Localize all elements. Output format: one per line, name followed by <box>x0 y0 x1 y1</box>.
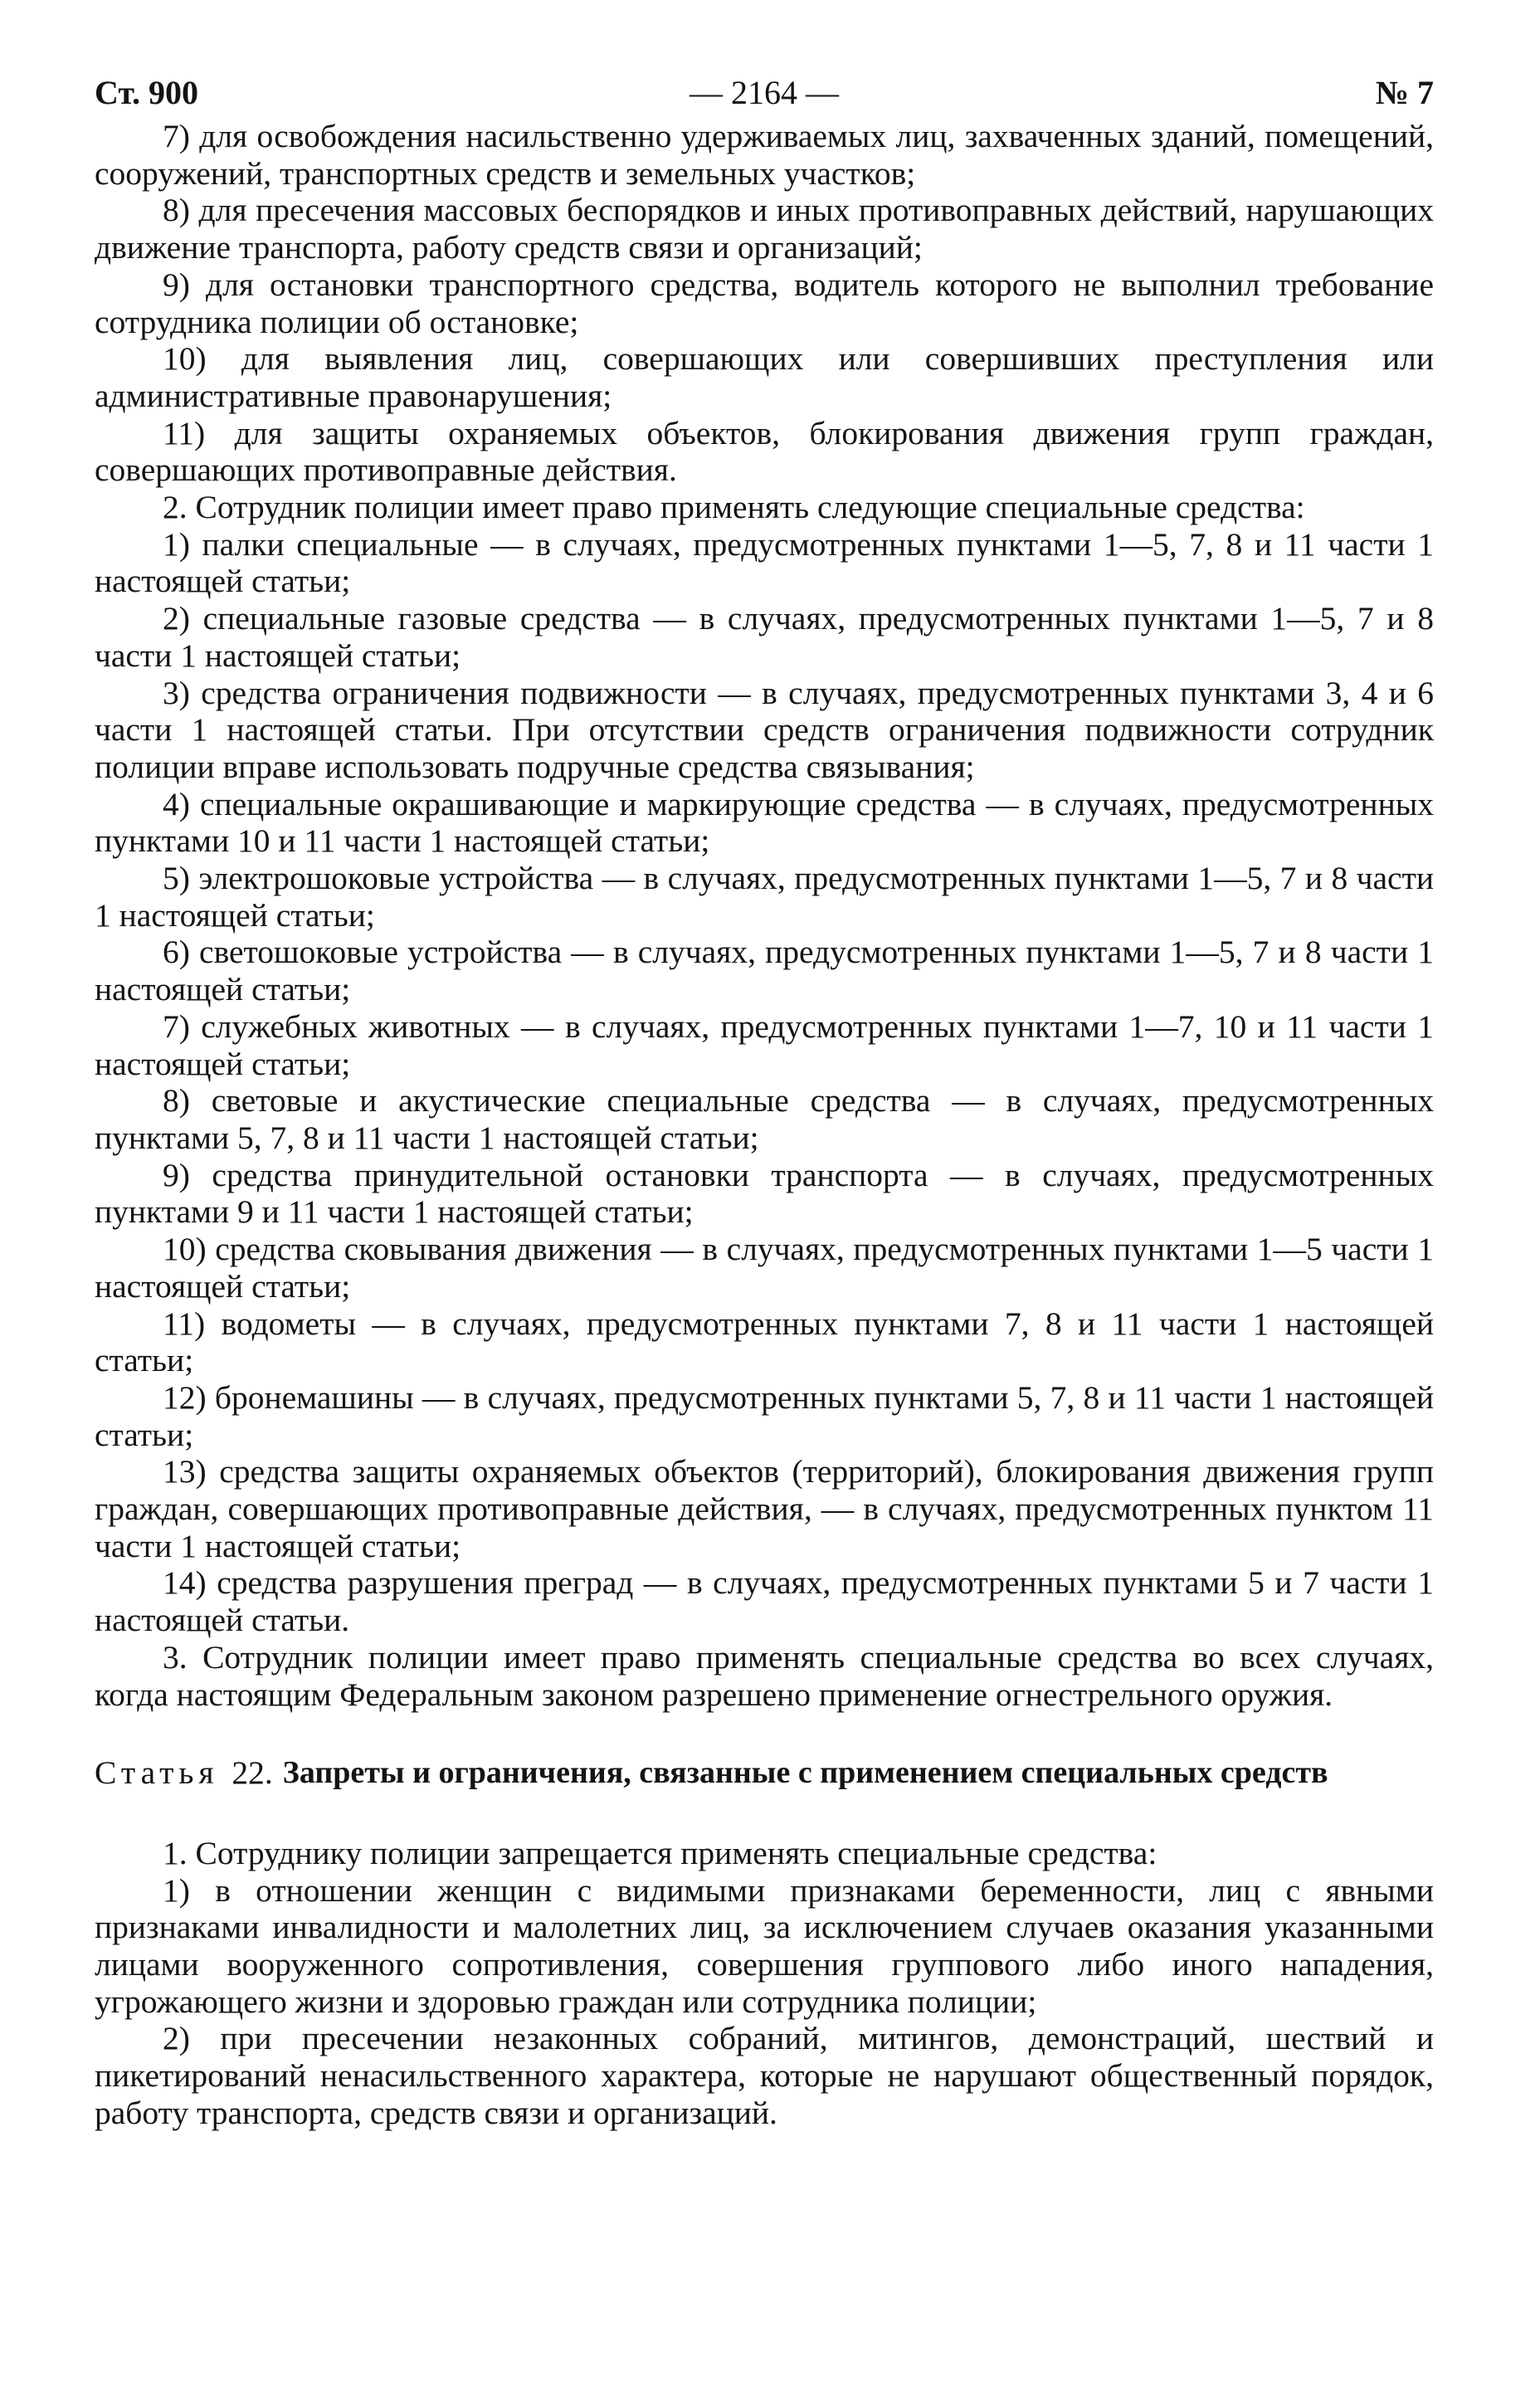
paragraph: 2. Сотрудник полиции имеет право применять следующие специальные средства: <box>163 489 1305 526</box>
page-number: — 2164 — <box>690 74 839 111</box>
paragraph: 13) средства защиты охраняемых объектов (территорий), блокирования движения групп граждан, совершающих противоправные действия, — в случаях, предусмотренных пунктом 11 части 1 настоящей статьи; <box>95 1453 1434 1564</box>
paragraph: 10) средства сковывания движения — в случаях, предусмотренных пунктами 1—5 части 1 настоящей статьи; <box>95 1231 1434 1305</box>
paragraph: 8) для пресечения массовых беспорядков и иных противоправных действий, нарушающих движение транспорта, работу средств связи и организаций; <box>95 192 1434 266</box>
paragraph: 12) бронемашины — в случаях, предусмотренных пунктами 5, 7, 8 и 11 части 1 настоящей статьи; <box>95 1378 1434 1453</box>
paragraph: 11) водометы — в случаях, предусмотренных пунктами 7, 8 и 11 части 1 настоящей статьи; <box>95 1305 1434 1379</box>
article-label-word: Статья <box>95 1754 219 1792</box>
issue-number: № 7 <box>1375 74 1434 111</box>
paragraph: 3) средства ограничения подвижности — в случаях, предусмотренных пунктами 3, 4 и 6 части 1 настоящей статьи. При отсутствии средств ограничения подвижности сотрудник полиции вправе использовать подручные средства связывания; <box>95 674 1434 785</box>
document-page <box>95 68 1434 2132</box>
article-reference: Ст. 900 <box>95 74 198 111</box>
paragraph: 2) специальные газовые средства — в случаях, предусмотренных пунктами 1—5, 7 и 8 части 1 настоящей статьи; <box>95 600 1434 674</box>
paragraph: 10) для выявления лиц, совершающих или совершивших преступления или административные правонарушения; <box>95 340 1434 414</box>
paragraph: 5) электрошоковые устройства — в случаях, предусмотренных пунктами 1—5, 7 и 8 части 1 настоящей статьи; <box>95 860 1434 934</box>
article-number: 22. <box>231 1754 273 1792</box>
paragraph: 6) светошоковые устройства — в случаях, предусмотренных пунктами 1—5, 7 и 8 части 1 настоящей статьи; <box>95 934 1434 1008</box>
paragraph: 1. Сотруднику полиции запрещается применять специальные средства: <box>163 1834 1157 1871</box>
article-label <box>95 1754 283 1792</box>
paragraph: 9) средства принудительной остановки транспорта — в случаях, предусмотренных пунктами 9 и 11 части 1 настоящей статьи; <box>95 1156 1434 1231</box>
paragraph: 9) для остановки транспортного средства, водитель которого не выполнил требование сотрудника полиции об остановке; <box>95 266 1434 340</box>
paragraph: 14) средства разрушения преград — в случаях, предусмотренных пунктами 5 и 7 части 1 настоящей статьи. <box>95 1564 1434 1639</box>
paragraph: 7) для освобождения насильственно удерживаемых лиц, захваченных зданий, помещений, сооружений, транспортных средств и земельных участков; <box>95 118 1434 192</box>
paragraph: 3. Сотрудник полиции имеет право применять специальные средства во всех случаях, когда настоящим Федеральным законом разрешено применение огнестрельного оружия. <box>95 1638 1434 1713</box>
paragraph: 11) для защиты охраняемых объектов, блокирования движения групп граждан, совершающих противоправные действия. <box>95 414 1434 489</box>
section-one <box>95 118 1434 1713</box>
paragraph: 2) при пресечении незаконных собраний, митингов, демонстраций, шествий и пикетирований ненасильственного характера, которые не нарушают общественный порядок, работу транспорта, средств связи и организаций. <box>95 2020 1434 2131</box>
paragraph: 7) служебных животных — в случаях, предусмотренных пунктами 1—7, 10 и 11 части 1 настоящей статьи; <box>95 1007 1434 1082</box>
section-two <box>95 1835 1434 2132</box>
paragraph: 1) в отношении женщин с видимыми признаками беременности, лиц с явными признаками инвалидности и малолетних лиц, за исключением случаев оказания указанными лицами вооруженного сопротивления, совершения группового либо иного нападения, угрожающего жизни и здоровью граждан или сотрудника полиции; <box>95 1871 1434 2020</box>
paragraph: 1) палки специальные — в случаях, предусмотренных пунктами 1—5, 7, 8 и 11 части 1 настоящей статьи; <box>95 525 1434 600</box>
page-header <box>95 68 1434 118</box>
paragraph: 8) световые и акустические специальные средства — в случаях, предусмотренных пунктами 5, 7, 8 и 11 части 1 настоящей статьи; <box>95 1082 1434 1156</box>
article-heading <box>95 1754 1434 1792</box>
article-title: Запреты и ограничения, связанные с применением специальных средств <box>282 1755 1328 1791</box>
paragraph: 4) специальные окрашивающие и маркирующие средства — в случаях, предусмотренных пунктами 10 и 11 части 1 настоящей статьи; <box>95 785 1434 860</box>
